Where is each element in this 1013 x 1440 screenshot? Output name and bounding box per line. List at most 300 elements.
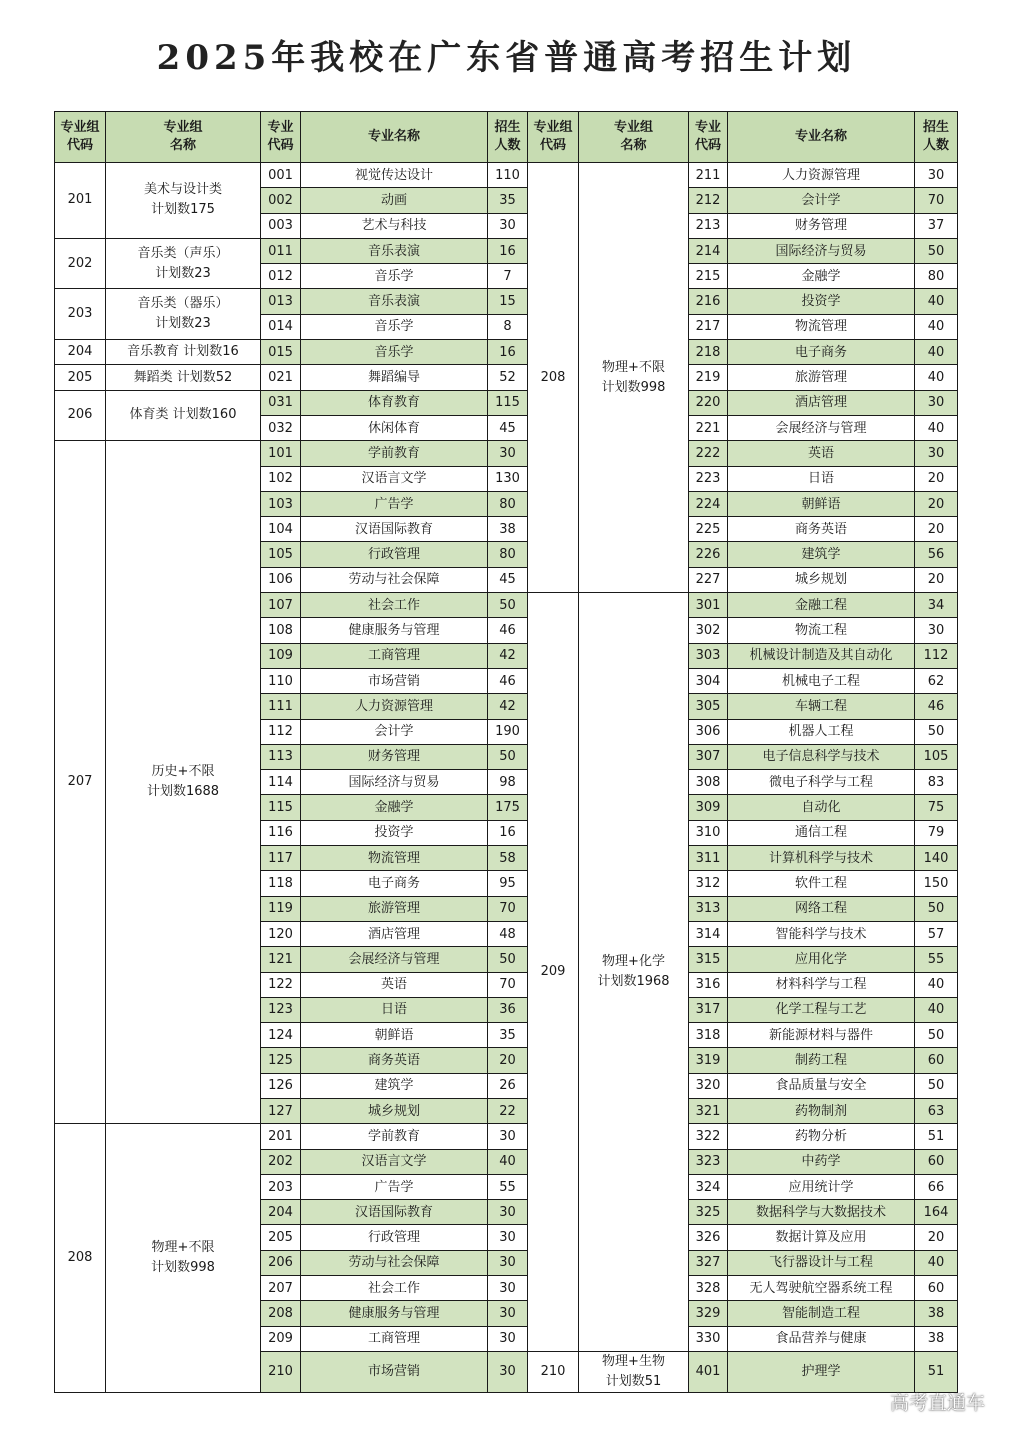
major-code: 226 bbox=[689, 542, 728, 567]
major-code: 323 bbox=[689, 1149, 728, 1174]
header-row bbox=[55, 112, 958, 163]
enrollment-count: 40 bbox=[915, 1250, 958, 1275]
enrollment-count: 45 bbox=[488, 567, 528, 592]
enrollment-count: 112 bbox=[915, 643, 958, 668]
enrollment-count: 70 bbox=[488, 972, 528, 997]
major-code: 219 bbox=[689, 365, 728, 390]
enrollment-count: 51 bbox=[915, 1124, 958, 1149]
major-code: 315 bbox=[689, 947, 728, 972]
major-name: 汉语言文学 bbox=[301, 466, 488, 491]
major-name: 艺术与科技 bbox=[301, 213, 488, 238]
major-name: 市场营销 bbox=[301, 668, 488, 693]
group-name: 音乐类（器乐） 计划数23 bbox=[106, 289, 261, 340]
major-code: 326 bbox=[689, 1225, 728, 1250]
major-name: 朝鲜语 bbox=[728, 491, 915, 516]
major-name: 药物分析 bbox=[728, 1124, 915, 1149]
major-name: 财务管理 bbox=[301, 744, 488, 769]
enrollment-count: 40 bbox=[488, 1149, 528, 1174]
major-code: 218 bbox=[689, 340, 728, 365]
major-name: 汉语国际教育 bbox=[301, 517, 488, 542]
major-name: 物流工程 bbox=[728, 618, 915, 643]
major-name: 音乐表演 bbox=[301, 289, 488, 314]
group-name: 音乐教育 计划数16 bbox=[106, 340, 261, 365]
major-code: 303 bbox=[689, 643, 728, 668]
enrollment-count: 35 bbox=[488, 188, 528, 213]
enrollment-count: 7 bbox=[488, 264, 528, 289]
group-name: 历史+不限 计划数1688 bbox=[106, 441, 261, 1124]
major-name: 机械设计制造及其自动化 bbox=[728, 643, 915, 668]
enrollment-count: 140 bbox=[915, 846, 958, 871]
major-name: 人力资源管理 bbox=[728, 163, 915, 188]
major-name: 工商管理 bbox=[301, 1326, 488, 1351]
group-name: 美术与设计类 计划数175 bbox=[106, 163, 261, 239]
table-row bbox=[55, 390, 958, 415]
major-code: 201 bbox=[261, 1124, 301, 1149]
major-code: 113 bbox=[261, 744, 301, 769]
group-name: 舞蹈类 计划数52 bbox=[106, 365, 261, 390]
major-name: 日语 bbox=[728, 466, 915, 491]
major-code: 112 bbox=[261, 719, 301, 744]
enrollment-count: 30 bbox=[488, 213, 528, 238]
header-enrollment-right: 招生 人数 bbox=[915, 112, 958, 163]
enrollment-count: 46 bbox=[488, 668, 528, 693]
group-code: 209 bbox=[528, 593, 579, 1352]
major-code: 314 bbox=[689, 921, 728, 946]
header-major-code-right: 专业 代码 bbox=[689, 112, 728, 163]
enrollment-count: 48 bbox=[488, 921, 528, 946]
table-row bbox=[55, 340, 958, 365]
major-code: 001 bbox=[261, 163, 301, 188]
major-code: 015 bbox=[261, 340, 301, 365]
enrollment-count: 50 bbox=[488, 744, 528, 769]
major-code: 305 bbox=[689, 694, 728, 719]
major-code: 121 bbox=[261, 947, 301, 972]
major-code: 127 bbox=[261, 1098, 301, 1123]
table-body bbox=[55, 163, 958, 1393]
major-code: 321 bbox=[689, 1098, 728, 1123]
major-name: 音乐学 bbox=[301, 314, 488, 339]
enrollment-count: 36 bbox=[488, 997, 528, 1022]
major-code: 110 bbox=[261, 668, 301, 693]
major-name: 动画 bbox=[301, 188, 488, 213]
major-name: 食品营养与健康 bbox=[728, 1326, 915, 1351]
major-name: 英语 bbox=[728, 441, 915, 466]
header-major-name: 专业名称 bbox=[301, 112, 488, 163]
enrollment-count: 50 bbox=[488, 593, 528, 618]
group-code: 204 bbox=[55, 340, 106, 365]
major-name: 国际经济与贸易 bbox=[301, 770, 488, 795]
enrollment-count: 46 bbox=[488, 618, 528, 643]
major-name: 电子商务 bbox=[728, 340, 915, 365]
header-group-code-right: 专业组 代码 bbox=[528, 112, 579, 163]
group-code: 203 bbox=[55, 289, 106, 340]
major-name: 电子信息科学与技术 bbox=[728, 744, 915, 769]
enrollment-count: 34 bbox=[915, 593, 958, 618]
major-name: 机器人工程 bbox=[728, 719, 915, 744]
enrollment-count: 63 bbox=[915, 1098, 958, 1123]
major-name: 休闲体育 bbox=[301, 415, 488, 440]
group-name: 物理+生物 计划数51 bbox=[579, 1351, 689, 1392]
major-name: 市场营销 bbox=[301, 1351, 488, 1392]
enrollment-count: 16 bbox=[488, 238, 528, 263]
major-name: 智能科学与技术 bbox=[728, 921, 915, 946]
major-name: 行政管理 bbox=[301, 542, 488, 567]
major-code: 302 bbox=[689, 618, 728, 643]
major-name: 应用统计学 bbox=[728, 1174, 915, 1199]
enrollment-count: 105 bbox=[915, 744, 958, 769]
major-name: 汉语言文学 bbox=[301, 1149, 488, 1174]
major-code: 101 bbox=[261, 441, 301, 466]
major-code: 115 bbox=[261, 795, 301, 820]
enrollment-count: 22 bbox=[488, 1098, 528, 1123]
enrollment-count: 30 bbox=[915, 441, 958, 466]
table-row bbox=[55, 238, 958, 263]
enrollment-count: 30 bbox=[488, 1326, 528, 1351]
major-code: 312 bbox=[689, 871, 728, 896]
major-name: 会计学 bbox=[728, 188, 915, 213]
major-code: 316 bbox=[689, 972, 728, 997]
major-code: 311 bbox=[689, 846, 728, 871]
major-code: 105 bbox=[261, 542, 301, 567]
enrollment-count: 20 bbox=[915, 491, 958, 516]
enrollment-count: 30 bbox=[488, 1225, 528, 1250]
major-name: 会展经济与管理 bbox=[301, 947, 488, 972]
major-name: 制药工程 bbox=[728, 1048, 915, 1073]
enrollment-count: 58 bbox=[488, 846, 528, 871]
enrollment-count: 40 bbox=[915, 415, 958, 440]
major-code: 106 bbox=[261, 567, 301, 592]
group-code: 206 bbox=[55, 390, 106, 441]
major-code: 103 bbox=[261, 491, 301, 516]
major-name: 化学工程与工艺 bbox=[728, 997, 915, 1022]
enrollment-count: 40 bbox=[915, 340, 958, 365]
enrollment-count: 20 bbox=[488, 1048, 528, 1073]
major-code: 032 bbox=[261, 415, 301, 440]
group-code: 207 bbox=[55, 441, 106, 1124]
major-name: 旅游管理 bbox=[301, 896, 488, 921]
major-name: 朝鲜语 bbox=[301, 1023, 488, 1048]
major-name: 网络工程 bbox=[728, 896, 915, 921]
major-name: 金融学 bbox=[301, 795, 488, 820]
major-name: 国际经济与贸易 bbox=[728, 238, 915, 263]
major-name: 应用化学 bbox=[728, 947, 915, 972]
major-name: 数据计算及应用 bbox=[728, 1225, 915, 1250]
major-code: 021 bbox=[261, 365, 301, 390]
enrollment-count: 62 bbox=[915, 668, 958, 693]
enrollment-count: 40 bbox=[915, 365, 958, 390]
major-name: 体育教育 bbox=[301, 390, 488, 415]
major-code: 322 bbox=[689, 1124, 728, 1149]
major-name: 投资学 bbox=[301, 820, 488, 845]
major-code: 329 bbox=[689, 1301, 728, 1326]
major-code: 202 bbox=[261, 1149, 301, 1174]
group-name: 物理+化学 计划数1968 bbox=[579, 593, 689, 1352]
major-name: 财务管理 bbox=[728, 213, 915, 238]
major-code: 213 bbox=[689, 213, 728, 238]
major-code: 210 bbox=[261, 1351, 301, 1392]
major-code: 320 bbox=[689, 1073, 728, 1098]
enrollment-count: 30 bbox=[488, 1124, 528, 1149]
major-code: 013 bbox=[261, 289, 301, 314]
enrollment-count: 45 bbox=[488, 415, 528, 440]
major-code: 207 bbox=[261, 1276, 301, 1301]
major-code: 104 bbox=[261, 517, 301, 542]
major-name: 学前教育 bbox=[301, 1124, 488, 1149]
major-name: 酒店管理 bbox=[728, 390, 915, 415]
major-code: 401 bbox=[689, 1351, 728, 1392]
major-code: 223 bbox=[689, 466, 728, 491]
enrollment-count: 110 bbox=[488, 163, 528, 188]
enrollment-count: 40 bbox=[915, 314, 958, 339]
major-name: 金融工程 bbox=[728, 593, 915, 618]
major-name: 健康服务与管理 bbox=[301, 618, 488, 643]
group-name: 体育类 计划数160 bbox=[106, 390, 261, 441]
major-name: 自动化 bbox=[728, 795, 915, 820]
major-name: 人力资源管理 bbox=[301, 694, 488, 719]
enrollment-count: 55 bbox=[488, 1174, 528, 1199]
major-code: 319 bbox=[689, 1048, 728, 1073]
major-name: 广告学 bbox=[301, 1174, 488, 1199]
major-code: 120 bbox=[261, 921, 301, 946]
major-code: 108 bbox=[261, 618, 301, 643]
enrollment-count: 79 bbox=[915, 820, 958, 845]
major-code: 221 bbox=[689, 415, 728, 440]
major-code: 203 bbox=[261, 1174, 301, 1199]
major-name: 电子商务 bbox=[301, 871, 488, 896]
enrollment-count: 8 bbox=[488, 314, 528, 339]
major-code: 304 bbox=[689, 668, 728, 693]
enrollment-count: 130 bbox=[488, 466, 528, 491]
major-code: 111 bbox=[261, 694, 301, 719]
enrollment-count: 52 bbox=[488, 365, 528, 390]
enrollment-count: 164 bbox=[915, 1200, 958, 1225]
major-code: 308 bbox=[689, 770, 728, 795]
major-code: 125 bbox=[261, 1048, 301, 1073]
enrollment-count: 60 bbox=[915, 1048, 958, 1073]
major-code: 102 bbox=[261, 466, 301, 491]
major-name: 健康服务与管理 bbox=[301, 1301, 488, 1326]
enrollment-count: 175 bbox=[488, 795, 528, 820]
major-code: 214 bbox=[689, 238, 728, 263]
enrollment-count: 80 bbox=[488, 491, 528, 516]
major-code: 318 bbox=[689, 1023, 728, 1048]
major-code: 107 bbox=[261, 593, 301, 618]
header-group-name: 专业组 名称 bbox=[106, 112, 261, 163]
major-code: 313 bbox=[689, 896, 728, 921]
group-code: 202 bbox=[55, 238, 106, 289]
enrollment-count: 42 bbox=[488, 694, 528, 719]
major-code: 117 bbox=[261, 846, 301, 871]
major-code: 124 bbox=[261, 1023, 301, 1048]
major-code: 126 bbox=[261, 1073, 301, 1098]
watermark: 高考直通车 bbox=[889, 1392, 985, 1414]
enrollment-count: 26 bbox=[488, 1073, 528, 1098]
major-code: 324 bbox=[689, 1174, 728, 1199]
enrollment-count: 30 bbox=[488, 1200, 528, 1225]
enrollment-count: 60 bbox=[915, 1276, 958, 1301]
enrollment-count: 115 bbox=[488, 390, 528, 415]
enrollment-count: 60 bbox=[915, 1149, 958, 1174]
major-name: 学前教育 bbox=[301, 441, 488, 466]
enrollment-count: 40 bbox=[915, 997, 958, 1022]
enrollment-count: 30 bbox=[915, 618, 958, 643]
table-row bbox=[55, 365, 958, 390]
header-enrollment: 招生 人数 bbox=[488, 112, 528, 163]
major-name: 城乡规划 bbox=[301, 1098, 488, 1123]
major-code: 211 bbox=[689, 163, 728, 188]
major-code: 012 bbox=[261, 264, 301, 289]
major-code: 204 bbox=[261, 1200, 301, 1225]
enrollment-count: 40 bbox=[915, 289, 958, 314]
page-title: 2025年我校在广东省普通高考招生计划 bbox=[156, 38, 857, 78]
major-code: 330 bbox=[689, 1326, 728, 1351]
major-name: 护理学 bbox=[728, 1351, 915, 1392]
major-code: 317 bbox=[689, 997, 728, 1022]
major-name: 汉语国际教育 bbox=[301, 1200, 488, 1225]
enrollment-count: 98 bbox=[488, 770, 528, 795]
major-code: 208 bbox=[261, 1301, 301, 1326]
table-row bbox=[55, 289, 958, 314]
major-name: 建筑学 bbox=[301, 1073, 488, 1098]
major-name: 广告学 bbox=[301, 491, 488, 516]
group-code: 208 bbox=[55, 1124, 106, 1393]
major-code: 328 bbox=[689, 1276, 728, 1301]
header-group-code: 专业组 代码 bbox=[55, 112, 106, 163]
major-code: 306 bbox=[689, 719, 728, 744]
major-code: 209 bbox=[261, 1326, 301, 1351]
enrollment-count: 16 bbox=[488, 820, 528, 845]
major-code: 011 bbox=[261, 238, 301, 263]
major-name: 投资学 bbox=[728, 289, 915, 314]
group-code: 205 bbox=[55, 365, 106, 390]
major-code: 014 bbox=[261, 314, 301, 339]
enrollment-count: 38 bbox=[915, 1301, 958, 1326]
major-code: 119 bbox=[261, 896, 301, 921]
enrollment-count: 46 bbox=[915, 694, 958, 719]
major-name: 金融学 bbox=[728, 264, 915, 289]
enrollment-count: 150 bbox=[915, 871, 958, 896]
major-code: 217 bbox=[689, 314, 728, 339]
major-name: 飞行器设计与工程 bbox=[728, 1250, 915, 1275]
enrollment-count: 50 bbox=[488, 947, 528, 972]
enrollment-count: 30 bbox=[915, 390, 958, 415]
major-name: 数据科学与大数据技术 bbox=[728, 1200, 915, 1225]
major-code: 227 bbox=[689, 567, 728, 592]
major-name: 音乐学 bbox=[301, 264, 488, 289]
major-code: 002 bbox=[261, 188, 301, 213]
enrollment-count: 20 bbox=[915, 1225, 958, 1250]
major-code: 123 bbox=[261, 997, 301, 1022]
major-name: 城乡规划 bbox=[728, 567, 915, 592]
major-name: 舞蹈编导 bbox=[301, 365, 488, 390]
major-name: 建筑学 bbox=[728, 542, 915, 567]
major-code: 109 bbox=[261, 643, 301, 668]
enrollment-count: 38 bbox=[915, 1326, 958, 1351]
table-row bbox=[55, 441, 958, 466]
enrollment-count: 20 bbox=[915, 466, 958, 491]
major-code: 206 bbox=[261, 1250, 301, 1275]
major-code: 224 bbox=[689, 491, 728, 516]
major-name: 物流管理 bbox=[728, 314, 915, 339]
group-name: 物理+不限 计划数998 bbox=[106, 1124, 261, 1393]
header-major-code: 专业 代码 bbox=[261, 112, 301, 163]
table-row bbox=[55, 163, 958, 188]
group-name: 物理+不限 计划数998 bbox=[579, 163, 689, 593]
major-code: 307 bbox=[689, 744, 728, 769]
major-name: 材料科学与工程 bbox=[728, 972, 915, 997]
enrollment-count: 70 bbox=[915, 188, 958, 213]
major-name: 旅游管理 bbox=[728, 365, 915, 390]
major-name: 微电子科学与工程 bbox=[728, 770, 915, 795]
major-code: 116 bbox=[261, 820, 301, 845]
major-name: 英语 bbox=[301, 972, 488, 997]
major-name: 通信工程 bbox=[728, 820, 915, 845]
enrollment-count: 16 bbox=[488, 340, 528, 365]
enrollment-count: 38 bbox=[488, 517, 528, 542]
header-group-name-right: 专业组 名称 bbox=[579, 112, 689, 163]
enrollment-count: 51 bbox=[915, 1351, 958, 1392]
major-name: 劳动与社会保障 bbox=[301, 567, 488, 592]
major-name: 行政管理 bbox=[301, 1225, 488, 1250]
major-name: 音乐学 bbox=[301, 340, 488, 365]
enrollment-count: 50 bbox=[915, 1073, 958, 1098]
major-code: 205 bbox=[261, 1225, 301, 1250]
major-name: 会计学 bbox=[301, 719, 488, 744]
major-name: 物流管理 bbox=[301, 846, 488, 871]
major-name: 无人驾驶航空器系统工程 bbox=[728, 1276, 915, 1301]
major-code: 225 bbox=[689, 517, 728, 542]
enrollment-count: 95 bbox=[488, 871, 528, 896]
enrollment-count: 37 bbox=[915, 213, 958, 238]
enrollment-count: 30 bbox=[488, 1250, 528, 1275]
enrollment-count: 30 bbox=[488, 1301, 528, 1326]
enrollment-count: 70 bbox=[488, 896, 528, 921]
major-name: 日语 bbox=[301, 997, 488, 1022]
major-name: 智能制造工程 bbox=[728, 1301, 915, 1326]
enrollment-count: 190 bbox=[488, 719, 528, 744]
enrollment-count: 50 bbox=[915, 1023, 958, 1048]
enrollment-count: 50 bbox=[915, 238, 958, 263]
major-name: 劳动与社会保障 bbox=[301, 1250, 488, 1275]
major-code: 212 bbox=[689, 188, 728, 213]
major-name: 商务英语 bbox=[728, 517, 915, 542]
enrollment-count: 40 bbox=[915, 972, 958, 997]
major-code: 118 bbox=[261, 871, 301, 896]
enrollment-count: 57 bbox=[915, 921, 958, 946]
enrollment-count: 15 bbox=[488, 289, 528, 314]
major-name: 机械电子工程 bbox=[728, 668, 915, 693]
major-name: 音乐表演 bbox=[301, 238, 488, 263]
group-code: 210 bbox=[528, 1351, 579, 1392]
enrollment-count: 30 bbox=[488, 1276, 528, 1301]
major-name: 社会工作 bbox=[301, 1276, 488, 1301]
major-code: 301 bbox=[689, 593, 728, 618]
major-name: 软件工程 bbox=[728, 871, 915, 896]
major-code: 031 bbox=[261, 390, 301, 415]
enrollment-count: 66 bbox=[915, 1174, 958, 1199]
major-name: 新能源材料与器件 bbox=[728, 1023, 915, 1048]
major-code: 327 bbox=[689, 1250, 728, 1275]
header-major-name-right: 专业名称 bbox=[728, 112, 915, 163]
major-code: 222 bbox=[689, 441, 728, 466]
major-name: 工商管理 bbox=[301, 643, 488, 668]
major-code: 215 bbox=[689, 264, 728, 289]
enrollment-count: 80 bbox=[488, 542, 528, 567]
major-code: 216 bbox=[689, 289, 728, 314]
major-name: 食品质量与安全 bbox=[728, 1073, 915, 1098]
major-code: 114 bbox=[261, 770, 301, 795]
enrollment-count: 83 bbox=[915, 770, 958, 795]
